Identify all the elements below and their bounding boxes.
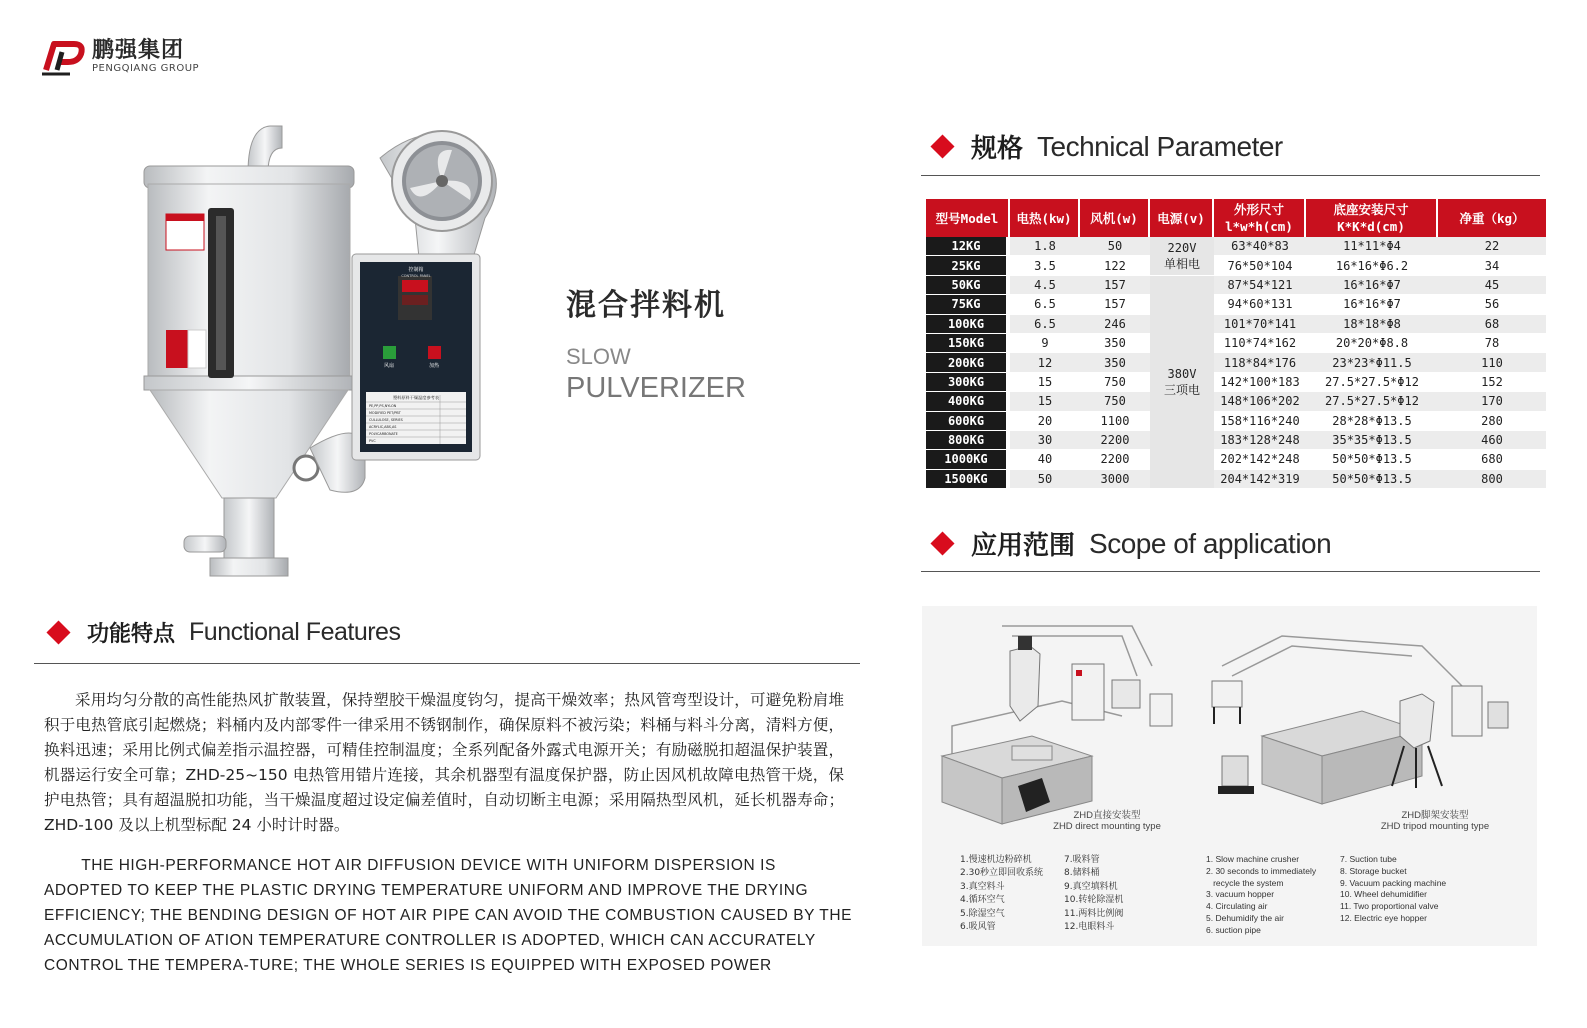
legend-item: 10. Wheel dehumidifier bbox=[1340, 889, 1427, 900]
cell-dimensions: 110*74*162 bbox=[1214, 334, 1306, 353]
application-heading-cn: 应用范围 bbox=[971, 531, 1076, 561]
legend-en-col1 bbox=[1206, 854, 1316, 937]
cell-dimensions: 118*84*176 bbox=[1214, 353, 1306, 372]
cell-weight: 110 bbox=[1438, 353, 1546, 372]
legend-item: 6.吸风管 bbox=[960, 922, 996, 933]
tripod-mount-caption bbox=[1370, 810, 1500, 832]
fan-button-label: 风扇 bbox=[383, 363, 395, 369]
legend-item: 4. Circulating air bbox=[1206, 901, 1268, 912]
application-divider bbox=[921, 571, 1540, 572]
spec-row bbox=[926, 315, 1546, 334]
cell-fan: 3000 bbox=[1080, 470, 1150, 489]
cell-fan: 2200 bbox=[1080, 450, 1150, 469]
cell-heat: 3.5 bbox=[1010, 256, 1080, 275]
technical-divider bbox=[921, 175, 1540, 176]
cell-weight: 34 bbox=[1438, 256, 1546, 275]
brand-name-cn: 鹏强集团 bbox=[92, 38, 185, 63]
cell-power-220: 220V 单相电 bbox=[1150, 237, 1214, 276]
cell-dimensions: 204*142*319 bbox=[1214, 470, 1306, 489]
legend-item: 4.循环空气 bbox=[960, 895, 1005, 906]
legend-item: recycle the system bbox=[1206, 877, 1284, 888]
cell-weight: 680 bbox=[1438, 450, 1546, 469]
application-heading-en: Scope of application bbox=[1089, 527, 1332, 559]
cell-fan: 750 bbox=[1080, 392, 1150, 411]
header-dimensions: 外形尺寸 l*w*h(cm) bbox=[1214, 199, 1306, 237]
spec-row bbox=[926, 334, 1546, 353]
cell-dimensions: 148*106*202 bbox=[1214, 392, 1306, 411]
brand-logo bbox=[40, 38, 199, 76]
spec-row bbox=[926, 237, 1546, 256]
cell-dimensions: 87*54*121 bbox=[1214, 276, 1306, 295]
cell-base-size: 11*11*Φ4 bbox=[1306, 237, 1438, 256]
cell-weight: 78 bbox=[1438, 334, 1546, 353]
cell-weight: 56 bbox=[1438, 295, 1546, 314]
cell-heat: 12 bbox=[1010, 353, 1080, 372]
legend-item: 6. suction pipe bbox=[1206, 924, 1261, 935]
drying-table-row: PE,PP,PS,NYLON bbox=[369, 404, 397, 408]
panel-subtitle: CONTROL PANEL bbox=[401, 274, 431, 278]
technical-parameter-heading bbox=[930, 128, 1283, 165]
features-text-en: THE HIGH-PERFORMANCE HOT AIR DIFFUSION DEVICE WITH UNIFORM DISPERSION IS ADOPTED TO KEEP THE PLASTIC DRYING TEMPERATURE UNIFORM AND IMPROVE THE DRYING EFFICIENCY; THE BENDING DESIGN OF HOT AIR PIPE CAN AVOID THE COMBUSTION CAUSED BY THE ACCUMULATION OF ATION TEMPERATURE CONTROLLER IS ADOPTED, WHICH CAN ACCURATELY CONTROL THE TEMPERA-TURE; THE WHOLE SERIES IS EQUIPPED WITH EXPOSED POWER bbox=[44, 857, 852, 974]
legend-item: 3.真空料斗 bbox=[960, 881, 1005, 892]
spec-row bbox=[926, 295, 1546, 314]
cell-heat: 15 bbox=[1010, 373, 1080, 392]
direct-mount-caption-cn: ZHD直接安装型 bbox=[1073, 810, 1141, 821]
cell-heat: 20 bbox=[1010, 412, 1080, 431]
panel-title: 控制箱 bbox=[408, 267, 424, 273]
cell-weight: 170 bbox=[1438, 392, 1546, 411]
header-weight: 净重（kg） bbox=[1438, 199, 1546, 237]
spec-row bbox=[926, 412, 1546, 431]
diamond-bullet-icon bbox=[46, 620, 70, 644]
cell-base-size: 27.5*27.5*Φ12 bbox=[1306, 373, 1438, 392]
cell-heat: 6.5 bbox=[1010, 315, 1080, 334]
cell-dimensions: 94*60*131 bbox=[1214, 295, 1306, 314]
dryer-machine-image bbox=[130, 118, 510, 593]
cell-model: 200KG bbox=[926, 353, 1010, 372]
cell-model: 75KG bbox=[926, 295, 1010, 314]
cell-model: 1500KG bbox=[926, 470, 1010, 489]
legend-item: 2.30秒立即回收系统 bbox=[960, 868, 1044, 879]
cell-model: 12KG bbox=[926, 237, 1010, 256]
tripod-mount-caption-en: ZHD tripod mounting type bbox=[1380, 821, 1490, 832]
spec-row bbox=[926, 392, 1546, 411]
cell-base-size: 18*18*Φ8 bbox=[1306, 315, 1438, 334]
legend-item: 12. Electric eye hopper bbox=[1340, 912, 1427, 923]
cell-model: 50KG bbox=[926, 276, 1010, 295]
drying-table-row: ACRYLIC,ABS,AS bbox=[369, 425, 397, 429]
legend-item: 8. Storage bucket bbox=[1340, 865, 1407, 876]
legend-en-col2 bbox=[1340, 854, 1446, 925]
cell-heat: 30 bbox=[1010, 431, 1080, 450]
spec-row bbox=[926, 276, 1546, 295]
cell-fan: 157 bbox=[1080, 295, 1150, 314]
cell-fan: 246 bbox=[1080, 315, 1150, 334]
cell-base-size: 16*16*Φ7 bbox=[1306, 276, 1438, 295]
cell-fan: 350 bbox=[1080, 353, 1150, 372]
header-fan: 风机(w) bbox=[1080, 199, 1150, 237]
cell-model: 600KG bbox=[926, 412, 1010, 431]
cell-heat: 50 bbox=[1010, 470, 1080, 489]
cell-fan: 350 bbox=[1080, 334, 1150, 353]
cell-dimensions: 101*70*141 bbox=[1214, 315, 1306, 334]
cell-base-size: 16*16*Φ6.2 bbox=[1306, 256, 1438, 275]
spec-header-row bbox=[926, 199, 1546, 237]
legend-item: 2. 30 seconds to immediately bbox=[1206, 865, 1317, 876]
legend-item: 8.储料桶 bbox=[1064, 868, 1100, 879]
legend-item: 5. Dehumidify the air bbox=[1206, 912, 1284, 923]
cell-dimensions: 63*40*83 bbox=[1214, 237, 1306, 256]
cell-base-size: 20*20*Φ8.8 bbox=[1306, 334, 1438, 353]
drying-table-row: MODIFIED PET/PBT bbox=[369, 411, 401, 415]
header-power: 电源(v) bbox=[1150, 199, 1214, 237]
cell-fan: 157 bbox=[1080, 276, 1150, 295]
cell-model: 800KG bbox=[926, 431, 1010, 450]
spec-row bbox=[926, 431, 1546, 450]
features-heading-cn: 功能特点 bbox=[87, 622, 176, 647]
cell-weight: 460 bbox=[1438, 431, 1546, 450]
cell-base-size: 28*28*Φ13.5 bbox=[1306, 412, 1438, 431]
legend-item: 7.吸料管 bbox=[1064, 855, 1100, 865]
pengqiang-logo-icon bbox=[40, 38, 86, 76]
tripod-mount-caption-cn: ZHD脚架安装型 bbox=[1401, 810, 1469, 821]
brand-name-en: PENGQIANG GROUP bbox=[92, 63, 200, 74]
cell-heat: 6.5 bbox=[1010, 295, 1080, 314]
cell-base-size: 35*35*Φ13.5 bbox=[1306, 431, 1438, 450]
product-title-cn: 混合拌料机 bbox=[566, 288, 726, 323]
cell-weight: 22 bbox=[1438, 237, 1546, 256]
cell-base-size: 23*23*Φ11.5 bbox=[1306, 353, 1438, 372]
cell-model: 1000KG bbox=[926, 450, 1010, 469]
legend-item: 9. Vacuum packing machine bbox=[1340, 877, 1447, 888]
cell-dimensions: 76*50*104 bbox=[1214, 256, 1306, 275]
cell-fan: 750 bbox=[1080, 373, 1150, 392]
features-divider bbox=[34, 663, 860, 664]
header-model: 型号Model bbox=[926, 199, 1010, 237]
legend-item: 12.电眼料斗 bbox=[1064, 922, 1115, 933]
product-title-en-1: SLOW bbox=[566, 344, 631, 369]
header-base-size: 底座安装尺寸 K*K*d(cm) bbox=[1306, 199, 1438, 237]
cell-model: 100KG bbox=[926, 315, 1010, 334]
drying-table-title: 塑料原料干燥温度参考表 bbox=[392, 395, 440, 400]
spec-row bbox=[926, 470, 1546, 489]
cell-dimensions: 158*116*240 bbox=[1214, 412, 1306, 431]
technical-heading-en: Technical Parameter bbox=[1037, 130, 1283, 162]
spec-row bbox=[926, 450, 1546, 469]
legend-item: 11.两料比例阀 bbox=[1064, 908, 1124, 919]
brand-text bbox=[92, 39, 199, 75]
cell-weight: 45 bbox=[1438, 276, 1546, 295]
drying-table-row: POLYCARBONATE bbox=[369, 432, 398, 436]
features-heading bbox=[46, 617, 400, 648]
cell-dimensions: 142*100*183 bbox=[1214, 373, 1306, 392]
legend-item: 11. Two proportional valve bbox=[1340, 901, 1439, 912]
cell-fan: 122 bbox=[1080, 256, 1150, 275]
spec-row bbox=[926, 256, 1546, 275]
cell-heat: 4.5 bbox=[1010, 276, 1080, 295]
cell-model: 25KG bbox=[926, 256, 1010, 275]
spec-row bbox=[926, 373, 1546, 392]
cell-weight: 68 bbox=[1438, 315, 1546, 334]
legend-item: 1.慢速机边粉碎机 bbox=[960, 855, 1032, 865]
cell-model: 150KG bbox=[926, 334, 1010, 353]
cell-fan: 50 bbox=[1080, 237, 1150, 256]
cell-base-size: 27.5*27.5*Φ12 bbox=[1306, 392, 1438, 411]
cell-model: 400KG bbox=[926, 392, 1010, 411]
legend-item: 3. vacuum hopper bbox=[1206, 889, 1275, 900]
legend-item: 10.转轮除湿机 bbox=[1064, 895, 1124, 906]
cell-weight: 152 bbox=[1438, 373, 1546, 392]
drying-table-row: CULLULOSE, SERIES bbox=[369, 418, 403, 422]
cell-fan: 1100 bbox=[1080, 412, 1150, 431]
cell-heat: 40 bbox=[1010, 450, 1080, 469]
spec-table bbox=[926, 199, 1546, 489]
drying-table-row: PVC bbox=[369, 439, 376, 443]
legend-item: 1. Slow machine crusher bbox=[1206, 854, 1300, 864]
legend-cn-col2 bbox=[1064, 854, 1123, 934]
spec-row bbox=[926, 353, 1546, 372]
cell-base-size: 50*50*Φ13.5 bbox=[1306, 470, 1438, 489]
features-text-cn: 采用均匀分散的高性能热风扩散装置，保持塑胶干燥温度钧匀，提高干燥效率；热风管弯型设计，可避免粉肩堆积于电热管底引起燃烧；料桶内及内部零件一律采用不锈钢制作，确保原料不被污染；料桶与料斗分离，清料方便，换料迅速；采用比例式偏差指示温控器，可精佳控制温度；全系列配备外露式电源开关；有励磁脱扣超温保护装置，机器运行安全可靠；ZHD-25~150 电热管用错片连接，其余机器型有温度保护器，防止因风机故障电热管干烧，保护电热管；具有超温脱扣功能，当干燥温度超过设定偏差值时，自动切断主电源；采用隔热型风机，延长机器寿命；ZHD-100 及以上机型标配 24 小时计时器。 bbox=[44, 691, 844, 834]
cell-weight: 800 bbox=[1438, 470, 1546, 489]
cell-power-380: 380V 三项电 bbox=[1150, 276, 1214, 489]
heat-button-label: 加热 bbox=[428, 363, 440, 369]
features-heading-en: Functional Features bbox=[189, 618, 401, 646]
legend-item: 9.真空填料机 bbox=[1064, 881, 1118, 892]
direct-mount-caption bbox=[1042, 810, 1172, 832]
technical-heading-cn: 规格 bbox=[971, 134, 1024, 164]
product-title bbox=[566, 280, 746, 405]
cell-base-size: 16*16*Φ7 bbox=[1306, 295, 1438, 314]
legend-cn-col1 bbox=[960, 854, 1043, 934]
application-diagram bbox=[922, 606, 1537, 946]
legend-item: 5.除湿空气 bbox=[960, 908, 1005, 919]
legend-item: 7. Suction tube bbox=[1340, 854, 1397, 864]
cell-heat: 1.8 bbox=[1010, 237, 1080, 256]
application-heading bbox=[930, 525, 1331, 562]
cell-fan: 2200 bbox=[1080, 431, 1150, 450]
cell-dimensions: 202*142*248 bbox=[1214, 450, 1306, 469]
diamond-bullet-icon bbox=[930, 531, 954, 555]
cell-dimensions: 183*128*248 bbox=[1214, 431, 1306, 450]
cell-model: 300KG bbox=[926, 373, 1010, 392]
cell-weight: 280 bbox=[1438, 412, 1546, 431]
cell-heat: 15 bbox=[1010, 392, 1080, 411]
direct-mount-caption-en: ZHD direct mounting type bbox=[1053, 821, 1161, 832]
product-title-en-2: PULVERIZER bbox=[566, 372, 746, 404]
cell-base-size: 50*50*Φ13.5 bbox=[1306, 450, 1438, 469]
header-heat: 电热(kw) bbox=[1010, 199, 1080, 237]
cell-heat: 9 bbox=[1010, 334, 1080, 353]
diamond-bullet-icon bbox=[930, 134, 954, 158]
